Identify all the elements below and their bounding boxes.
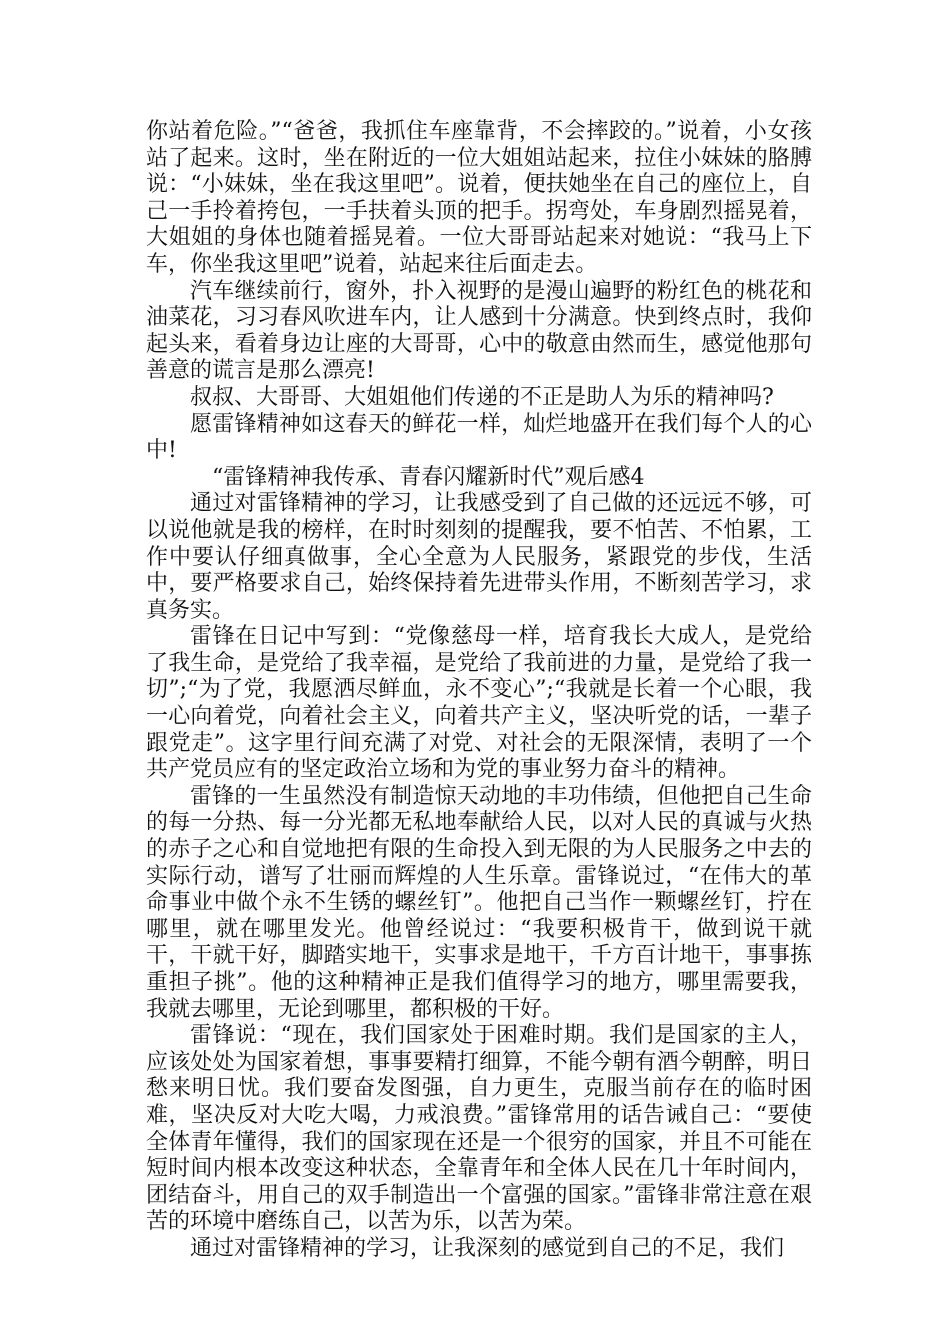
paragraph-continued-story: 你站着危险。”“爸爸，我抓住车座靠背，不会摔跤的。”说着，小女孩站了起来。这时，坐在附近的一位大姐姐站起来，拉住小妹妹的胳膊说：“小妹妹，坐在我这里吧”。说着，便扶她坐在自己的座位上，自己一手拎着挎包，一手扶着头顶的把手。拐弯处，车身剧烈摇晃着，大姐姐的身体也随着摇晃着。一位大哥哥站起来对她说：“我马上下车，你坐我这里吧”说着，站起来往后面走去。 — [146, 119, 812, 277]
paragraph-lei-feng-wish: 愿雷锋精神如这春天的鲜花一样，灿烂地盛开在我们每个人的心中! — [146, 411, 812, 464]
paragraph-lifetime-devotion: 雷锋的一生虽然没有制造惊天动地的丰功伟绩，但他把自己生命的每一分热、每一分光都无私地奉献给人民，以对人民的真诚与火热的赤子之心和自觉地把有限的生命投入到无限的为人民服务之中去的实际行动，谱写了壮丽而辉煌的人生乐章。雷锋说过，“在伟大的革命事业中做个永不生锈的螺丝钉”。他把自己当作一颗螺丝钉，拧在哪里，就在哪里发光。他曾经说过：“我要积极肯干，做到说干就干，干就干好，脚踏实地干，实事求是地干，千方百计地干，事事拣重担子挑”。他的这种精神正是我们值得学习的地方，哪里需要我，我就去哪里，无论到哪里，都积极的干好。 — [146, 783, 812, 1022]
paragraph-conclusion-start: 通过对雷锋精神的学习，让我深刻的感觉到自己的不足，我们 — [190, 1235, 785, 1261]
paragraph-learning-lei-feng: 通过对雷锋精神的学习，让我感受到了自己做的还远远不够，可以说他就是我的榜样，在时时刻刻的提醒我，要不怕苦、不怕累，工作中要认仔细真做事，全心全意为人民服务，紧跟党的步伐，生活中，要严格要求自己，始终保持着先进带头作用，不断刻苦学习，求真务实。 — [146, 491, 812, 623]
paragraph-helping-spirit: 叔叔、大哥哥、大姐姐他们传递的不正是助人为乐的精神吗? — [190, 384, 774, 410]
paragraph-bus-journey: 汽车继续前行，窗外，扑入视野的是漫山遍野的粉红色的桃花和油菜花，习习春风吹进车内，让人感到十分满意。快到终点时，我仰起头来，看着身边让座的大哥哥，心中的敬意由然而生，感觉他那句善意的谎言是那么漂亮! — [146, 278, 812, 384]
paragraph-frugality: 雷锋说：“现在，我们国家处于困难时期。我们是国家的主人，应该处处为国家着想，事事要精打细算，不能今朝有酒今朝醉，明日愁来明日忧。我们要奋发图强，自力更生，克服当前存在的临时困难，坚决反对大吃大喝，力戒浪费。”雷锋常用的话告诫自己：“要使全体青年懂得，我们的国家现在还是一个很穷的国家，并且不可能在短时间内根本改变这种状态，全靠青年和全体人民在几十年时间内，团结奋斗，用自己的双手制造出一个富强的国家。”雷锋非常注意在艰苦的环境中磨练自己，以苦为乐，以苦为荣。 — [146, 1023, 812, 1235]
paragraph-diary-quote: 雷锋在日记中写到：“党像慈母一样，培育我长大成人，是党给了我生命，是党给了我幸福，是党给了我前进的力量，是党给了我一切”;“为了党，我愿洒尽鲜血，永不变心”;“我就是长着一个心眼，我一心向着党，向着社会主义，向着共产主义，坚决听党的话，一辈子跟党走”。这字里行间充满了对党、对社会的无限深情，表明了一个共产党员应有的坚定政治立场和为党的事业努力奋斗的精神。 — [146, 624, 812, 783]
document-page — [146, 119, 812, 1263]
section-heading: “雷锋精神我传承、青春闪耀新时代”观后感4 — [212, 464, 645, 490]
